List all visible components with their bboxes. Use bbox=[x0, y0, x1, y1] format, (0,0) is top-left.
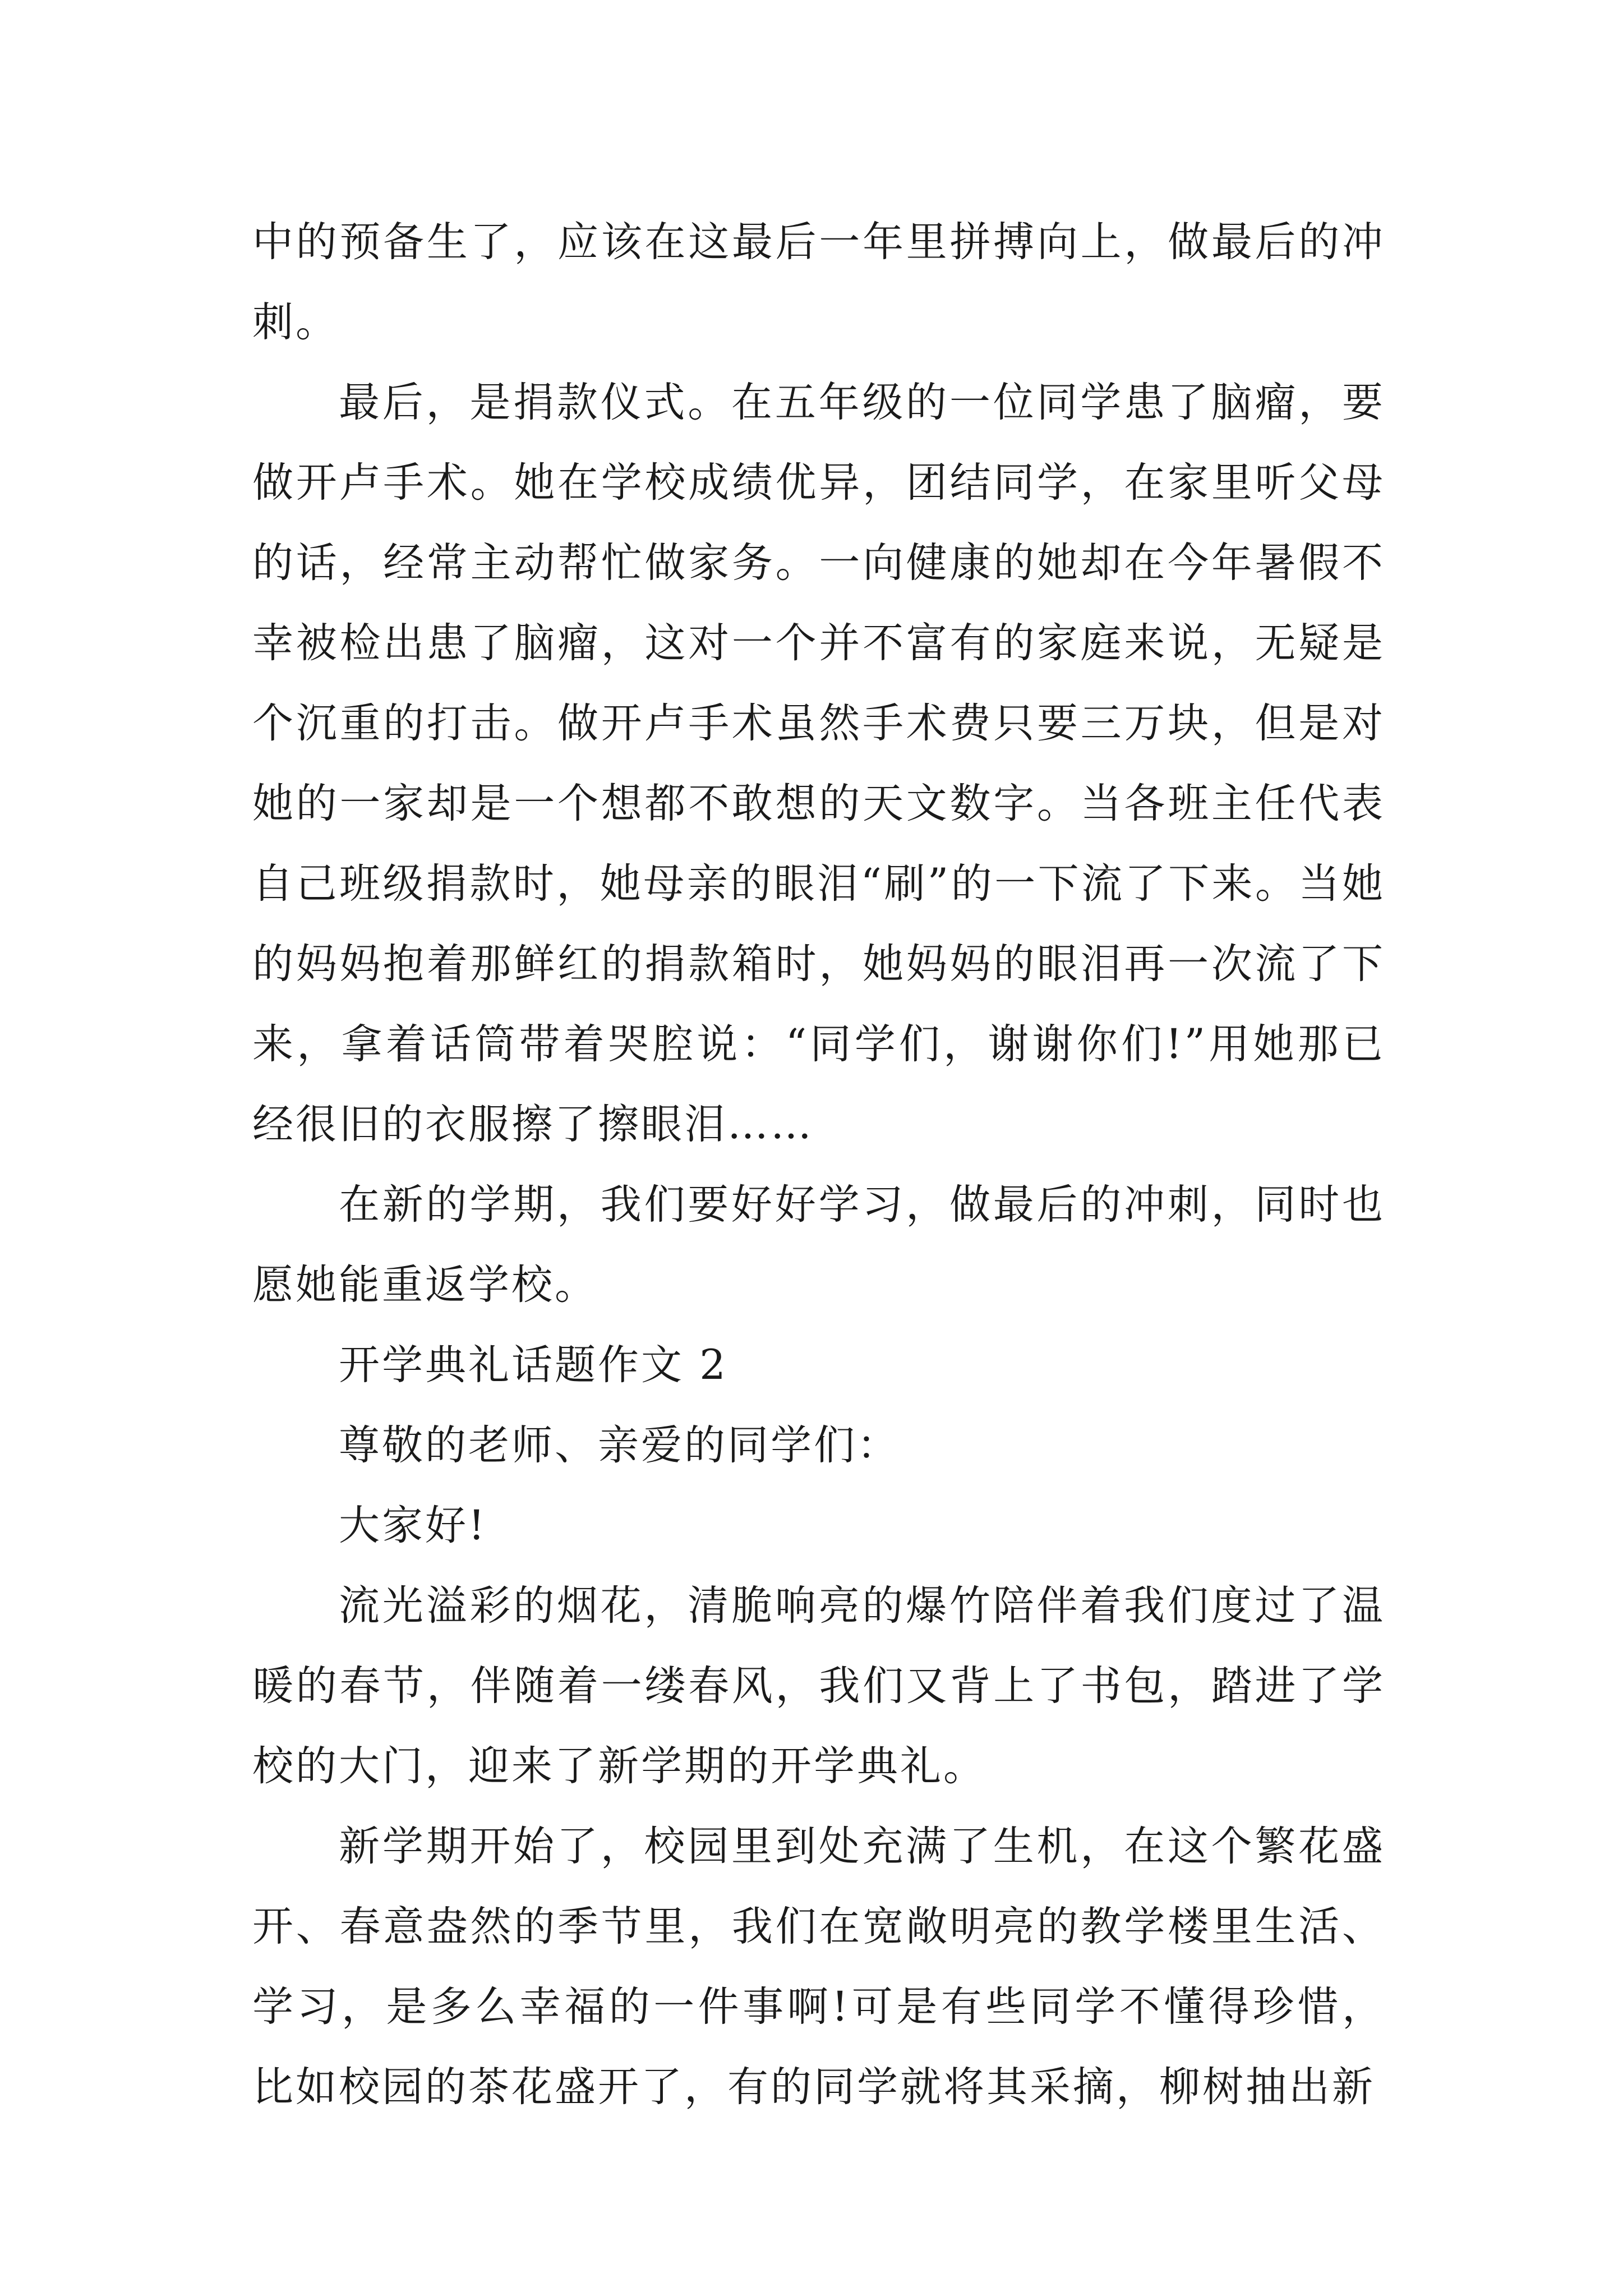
document-body bbox=[252, 202, 1385, 2127]
paragraph-3: 在新的学期，我们要好好学习，做最后的冲刺，同时也愿她能重返学校。 bbox=[252, 1181, 1385, 1309]
paragraph-8: 新学期开始了，校园里到处充满了生机，在这个繁花盛开、春意盎然的季节里，我们在宽敞明亮的教学楼里生活、学习，是多么幸福的一件事啊!可是有些同学不懂得珍惜，比如校园的茶花盛开了，有的同学就将其采摘，柳树抽出新 bbox=[252, 1823, 1385, 2111]
salutation: 尊敬的老师、亲爱的同学们： bbox=[339, 1421, 900, 1469]
paragraph-2: 最后，是捐款仪式。在五年级的一位同学患了脑瘤，要做开卢手术。她在学校成绩优异，团结同学，在家里听父母的话，经常主动帮忙做家务。一向健康的她却在今年暑假不幸被检出患了脑瘤，这对一个并不富有的家庭来说，无疑是个沉重的打击。做开卢手术虽然手术费只要三万块，但是对她的一家却是一个想都不敢想的天文数字。当各班主任代表自己班级捐款时，她母亲的眼泪“刷”的一下流了下来。当她的妈妈抱着那鲜红的捐款箱时，她妈妈的眼泪再一次流了下来，拿着话筒带着哭腔说：“同学们，谢谢你们!”用她那已经很旧的衣服擦了擦眼泪…… bbox=[252, 379, 1385, 1148]
paragraph-7: 流光溢彩的烟花，清脆响亮的爆竹陪伴着我们度过了温暖的春节，伴随着一缕春风，我们又背上了书包，踏进了学校的大门，迎来了新学期的开学典礼。 bbox=[252, 1582, 1385, 1790]
greeting: 大家好! bbox=[339, 1502, 487, 1549]
paragraph-1: 中的预备生了，应该在这最后一年里拼搏向上，做最后的冲刺。 bbox=[252, 218, 1385, 346]
section-heading: 开学典礼话题作文 2 bbox=[339, 1341, 728, 1389]
